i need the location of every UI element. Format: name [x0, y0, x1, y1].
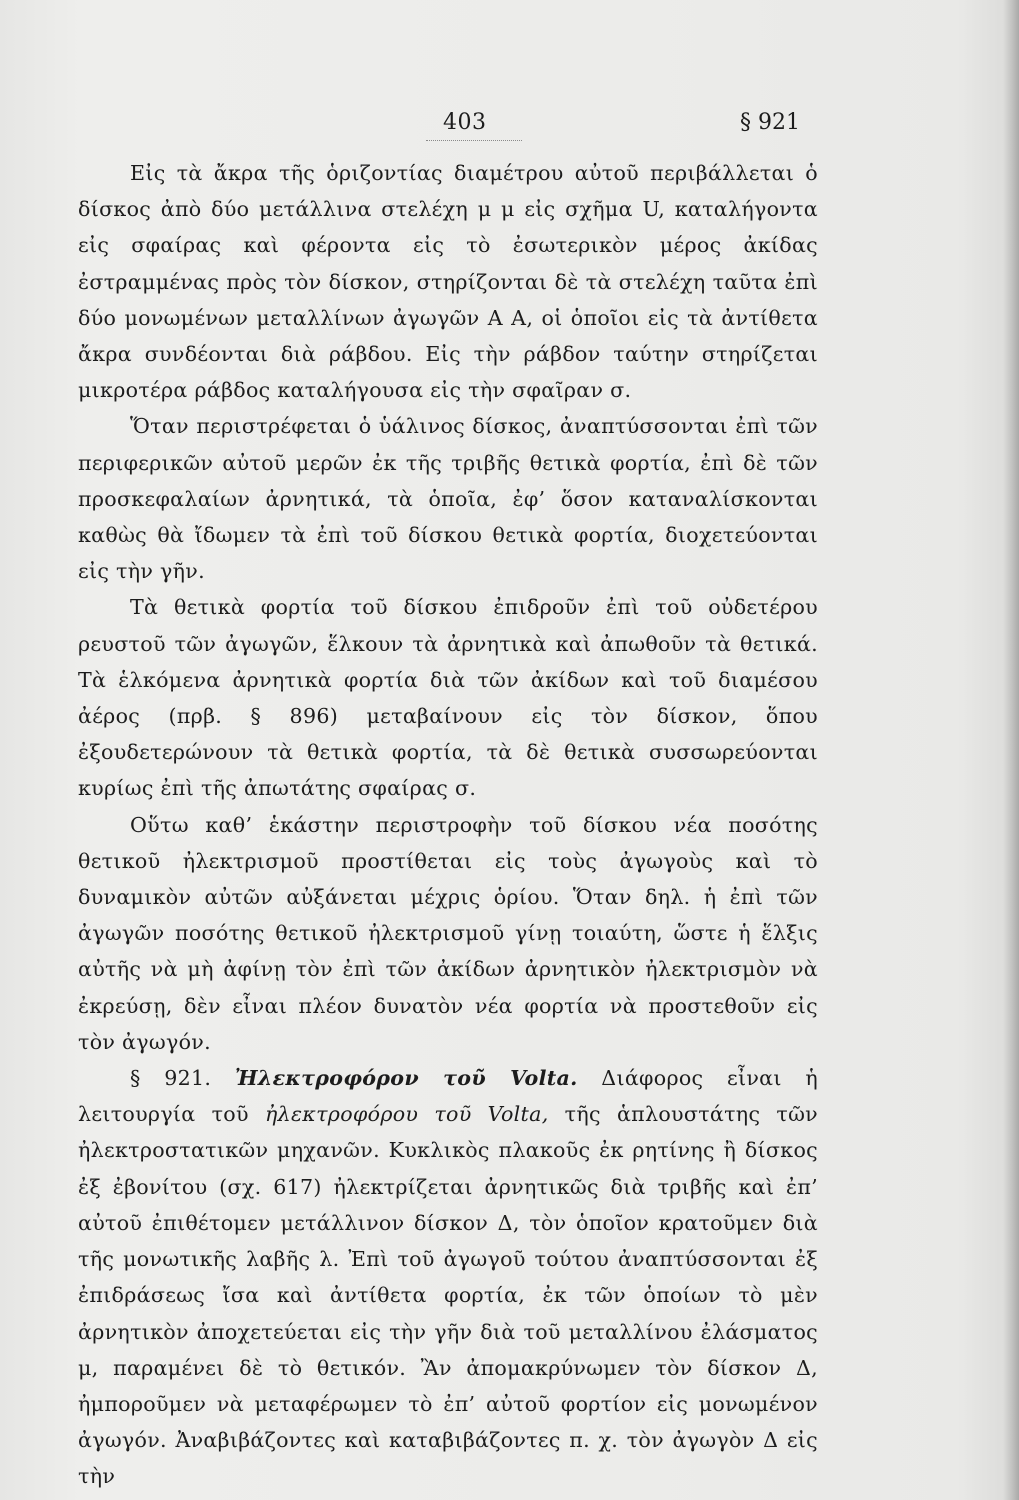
section-text-start: Διάφορος εἶναι ἡ λειτουργία τοῦ [78, 1066, 818, 1127]
section-title: Ἠλεκτροφόρον τοῦ Volta. [234, 1066, 578, 1091]
paragraph-4: Οὕτω καθ’ ἑκάστην περιστροφὴν τοῦ δίσκου νέα ποσότης θετικοῦ ἠλεκτρισμοῦ προστίθεται εἰς τοὺς ἀγωγοὺς καὶ τὸ δυναμικὸν αὐτῶν αὐξάνεται μέχρις ὁρίου. Ὅταν δηλ. ἡ ἐπὶ τῶν ἀγωγῶν ποσότης θετικοῦ ἠλεκτρισμοῦ γίνῃ τοιαύτη, ὥστε ἡ ἕλξις αὐτῆς νὰ μὴ ἀφίνῃ τὸν ἐπὶ τῶν ἀκίδων ἀρνητικὸν ἠλεκτρισμὸν νὰ ἐκρεύσῃ, δὲν εἶναι πλέον δυνατὸν νέα φορτία νὰ προστεθοῦν εἰς τὸν ἀγωγόν. [78, 812, 818, 1054]
paragraph-1: Εἰς τὰ ἄκρα τῆς ὁριζοντίας διαμέτρου αὐτοῦ περιβάλλεται ὁ δίσκος ἀπὸ δύο μετάλλινα στελέχη μ μ εἰς σχῆμα U, καταλήγοντα εἰς σφαίρας καὶ φέροντα εἰς τὸ ἐσωτερικὸν μέρος ἀκίδας ἐστραμμένας πρὸς τὸν δίσκον, στηρίζονται δὲ τὰ στελέχη ταῦτα ἐπὶ δύο μονωμένων μεταλλίνων ἀγωγῶν Α Α, οἱ ὁποῖοι εἰς τὰ ἀντίθετα ἄκρα συνδέονται διὰ ράβδου. Εἰς τὴν ράβδον ταύτην στηρίζεται μικροτέρα ράβδος καταλήγουσα εἰς τὴν σφαῖραν σ. [78, 161, 818, 403]
page-edge-shadow [1003, 0, 1019, 1500]
page-header [0, 102, 1019, 142]
section-921-paragraph [78, 1060, 818, 1494]
body-text [78, 155, 818, 1495]
section-number: § 921. [130, 1066, 212, 1091]
section-text-rest: τῆς ἁπλουστάτης τῶν ἠλεκτροστατικῶν μηχανῶν. Κυκλικὸς πλακοῦς ἐκ ρητίνης ἢ δίσκος ἐξ ἐβονίτου (σχ. 617) ἠλεκτρίζεται ἀρνητικῶς διὰ τριβῆς καὶ ἐπ’ αὐτοῦ ἐπιθέτομεν μετάλλινον δίσκον Δ, τὸν ὁποῖον κρατοῦμεν διὰ τῆς μονωτικῆς λαβῆς λ. Ἐπὶ τοῦ ἀγωγοῦ τούτου ἀναπτύσσονται ἐξ ἐπιδράσεως ἴσα καὶ ἀντίθετα φορτία, ἐκ τῶν ὁποίων τὸ μὲν ἀρνητικὸν ἀποχετεύεται εἰς τὴν γῆν διὰ τοῦ μεταλλίνου ἐλάσματος μ, παραμένει δὲ τὸ θετικόν. Ἂν ἀπομακρύνωμεν τὸν δίσκον Δ, ἠμποροῦμεν νὰ μεταφέρωμεν τὸ ἐπ’ αὐτοῦ φορτίον εἰς μονωμένον ἀγωγόν. Ἀναβιβάζοντες καὶ καταβιβάζοντες π. χ. τὸν ἀγωγὸν Δ εἰς τὴν [78, 1102, 818, 1489]
running-section-ref: § 921 [740, 110, 800, 135]
page-number: 403 [443, 110, 487, 135]
paragraph-3: Τὰ θετικὰ φορτία τοῦ δίσκου ἐπιδροῦν ἐπὶ τοῦ οὐδετέρου ρευστοῦ τῶν ἀγωγῶν, ἕλκουν τὰ ἀρνητικὰ καὶ ἀπωθοῦν τὰ θετικά. Τὰ ἑλκόμενα ἀρνητικὰ φορτία διὰ τῶν ἀκίδων καὶ τοῦ διαμέσου ἀέρος (πρβ. § 896) μεταβαίνουν εἰς τὸν δίσκον, ὅπου ἐξουδετερώνουν τὰ θετικὰ φορτία, τὰ δὲ θετικὰ συσσωρεύονται κυρίως ἐπὶ τῆς ἀπωτάτης σφαίρας σ. [78, 595, 818, 801]
section-term: ἠλεκτροφόρου τοῦ Volta, [264, 1102, 549, 1127]
page-number-underline [426, 140, 522, 141]
paragraph-2: Ὅταν περιστρέφεται ὁ ὑάλινος δίσκος, ἀναπτύσσονται ἐπὶ τῶν περιφερικῶν αὐτοῦ μερῶν ἐκ τῆς τριβῆς θετικὰ φορτία, ἐπὶ δὲ τῶν προσκεφαλαίων ἀρνητικά, τὰ ὁποῖα, ἐφ’ ὅσον καταναλίσκονται καθὼς θὰ ἴδωμεν τὰ ἐπὶ τοῦ δίσκου θετικὰ φορτία, διοχετεύονται εἰς τὴν γῆν. [78, 414, 818, 584]
